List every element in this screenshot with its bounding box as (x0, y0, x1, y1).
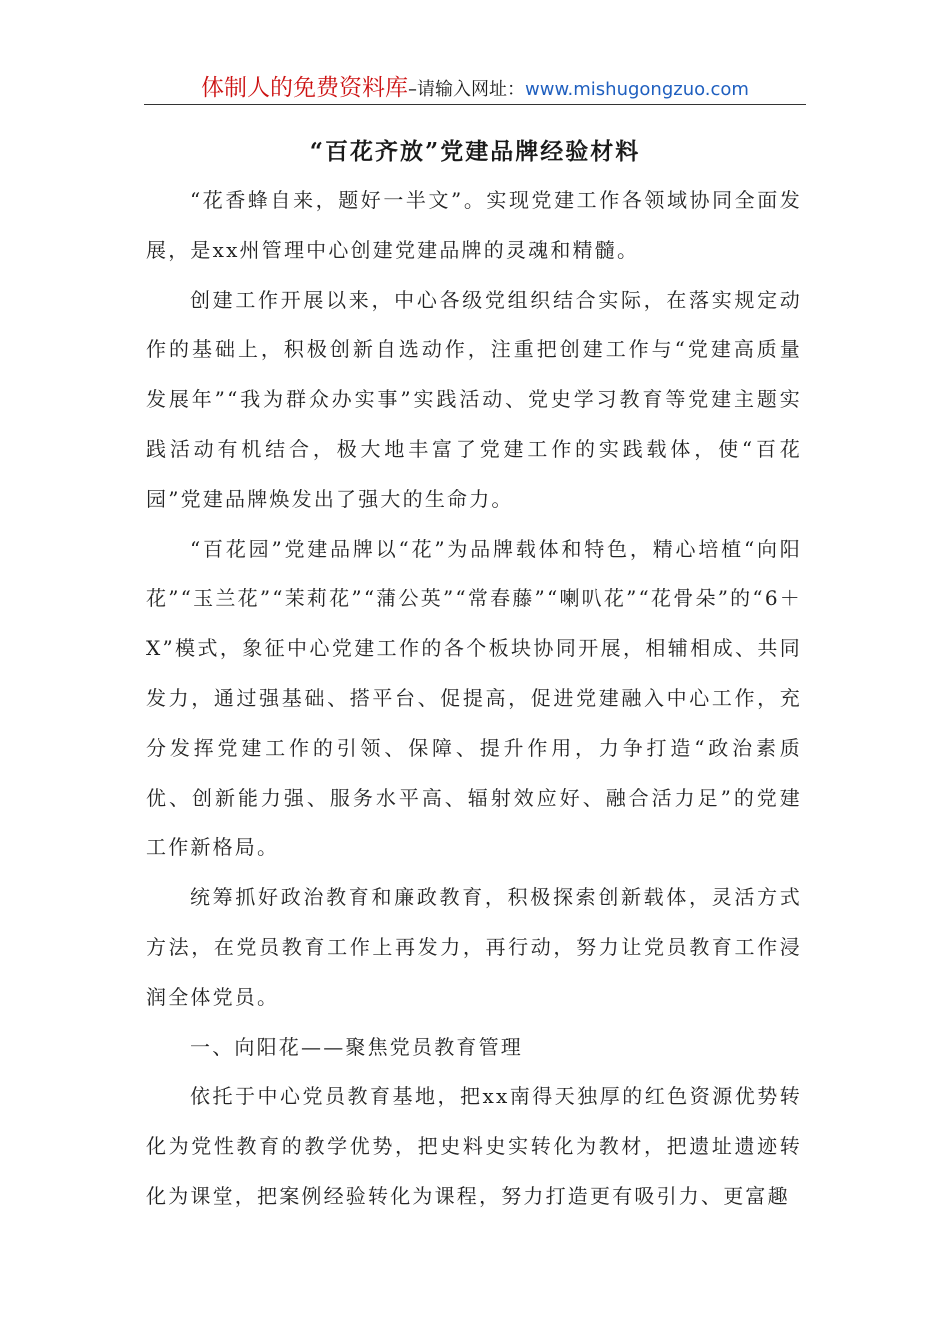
paragraph-overview: 创建工作开展以来，中心各级党组织结合实际，在落实规定动作的基础上，积极创新自选动作，注重把创建工作与“党建高质量发展年”“我为群众办实事”实践活动、党史学习教育等党建主题实践活动有机结合，极大地丰富了党建工作的实践载体，使“百花园”党建品牌焕发出了强大的生命力。 (146, 287, 802, 511)
header-url-prompt: –请输入网址： (408, 79, 526, 100)
header-url-link[interactable]: www.mishugongzuo.com (525, 79, 749, 100)
document-title: “百花齐放”党建品牌经验材料 (309, 138, 641, 165)
document-body (146, 176, 802, 1222)
header-brand: 体制人的免费资料库 (201, 75, 409, 101)
watermark-header (0, 66, 950, 112)
paragraph-intro: “花香蜂自来，题好一半文”。实现党建工作各领域协同全面发展，是xx州管理中心创建党建品牌的灵魂和精髓。 (146, 188, 802, 262)
paragraph-education: 统筹抓好政治教育和廉政教育，积极探索创新载体，灵活方式方法，在党员教育工作上再发力，再行动，努力让党员教育工作浸润全体党员。 (146, 885, 802, 1009)
paragraph-brand-model: “百花园”党建品牌以“花”为品牌载体和特色，精心培植“向阳花”“玉兰花”“茉莉花”“蒲公英”“常春藤”“喇叭花”“花骨朵”的“6＋X”模式，象征中心党建工作的各个板块协同开展，相辅相成、共同发力，通过强基础、搭平台、促提高，促进党建融入中心工作，充分发挥党建工作的引领、保障、提升作用，力争打造“政治素质优、创新能力强、服务水平高、辐射效应好、融合活力足”的党建工作新格局。 (146, 536, 802, 860)
section-heading-1: 一、向阳花——聚焦党员教育管理 (190, 1034, 523, 1059)
header-divider (144, 104, 806, 105)
paragraph-section-1: 依托于中心党员教育基地，把xx南得天独厚的红色资源优势转化为党性教育的教学优势，把史料史实转化为教材，把遗址遗迹转化为课堂，把案例经验转化为课程，努力打造更有吸引力、更富趣 (146, 1084, 802, 1208)
